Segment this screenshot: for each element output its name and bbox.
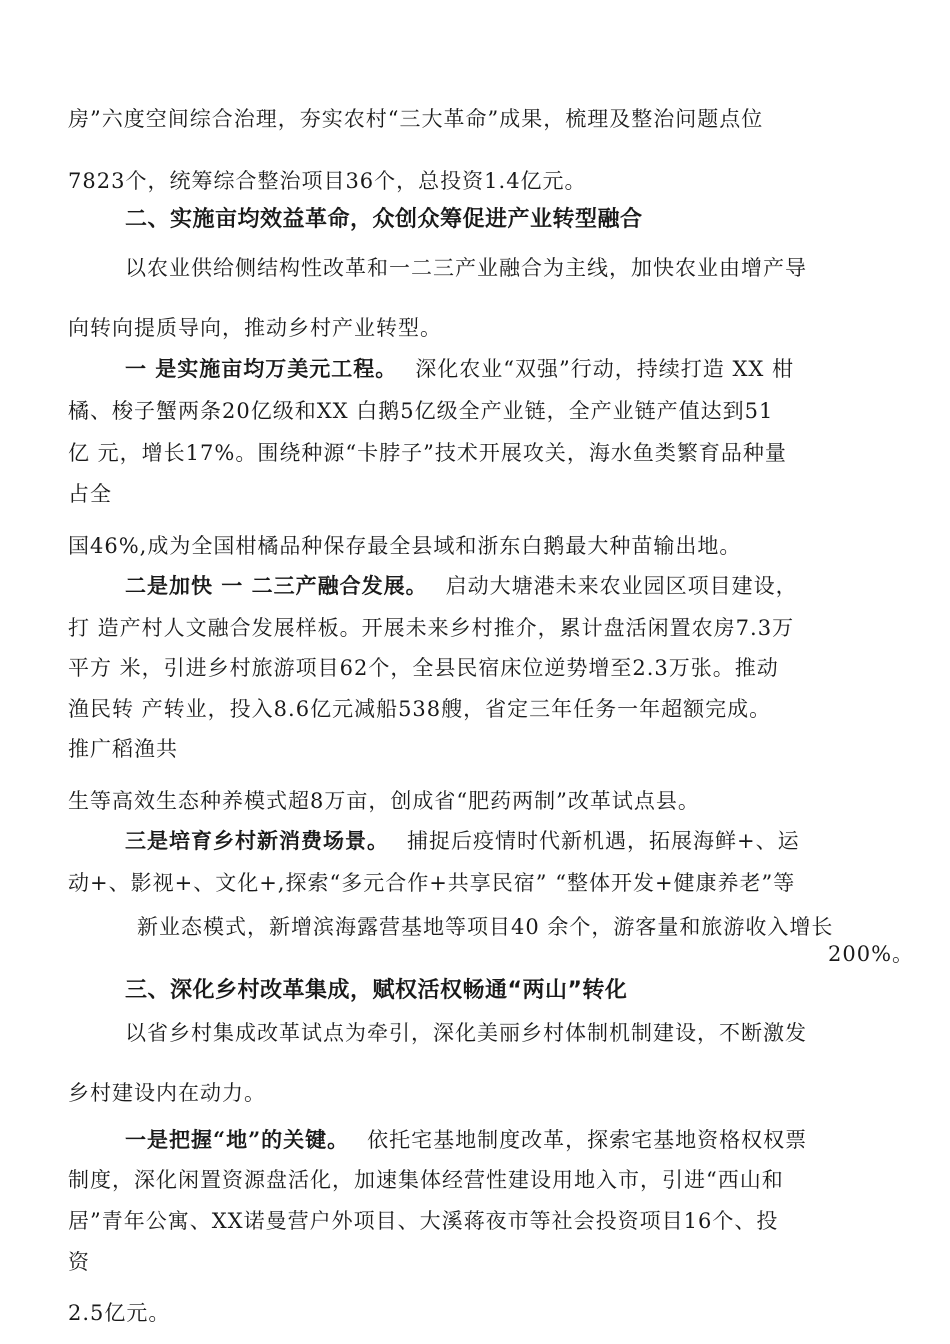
paragraph-line: 资 [68,1250,90,1274]
paragraph-line: 生等高效生态种养模式超8万亩，创成省“肥药两制”改革试点县。 [68,789,700,813]
section-heading: 二、实施亩均效益革命，众创众筹促进产业转型融合 [125,207,643,232]
paragraph-line: 橘、梭子蟹两条20亿级和XX 白鹅5亿级全产业链，全产业链产值达到51 [68,399,774,423]
paragraph-line: 以省乡村集成改革试点为牵引，深化美丽乡村体制机制建设，不断激发 [125,1021,807,1045]
paragraph-text: 启动大塘港未来农业园区项目建设， [445,574,798,598]
paragraph-line: 房”六度空间综合治理，夯实农村“三大革命”成果，梳理及整治问题点位 [68,107,764,131]
paragraph-line: 推广稻渔共 [68,737,178,761]
paragraph-line: 打 造产村人文融合发展样板。开展未来乡村推介，累计盘活闲置农房7.3万 [68,616,795,640]
paragraph-line: 国46%,成为全国柑橘品种保存最全县域和浙东白鹅最大种苗输出地。 [68,534,742,558]
paragraph-line [125,826,800,856]
paragraph-line: 占全 [68,482,112,506]
paragraph-line [125,1125,807,1155]
paragraph-line: 平方 米，引进乡村旅游项目62个，全县民宿床位逆势增至2.3万张。推动 [68,656,779,680]
paragraph-line: 新业态模式，新增滨海露营基地等项目40 余个，游客量和旅游收入增长 [137,915,834,939]
paragraph-text: 依托宅基地制度改革，探索宅基地资格权权票 [367,1128,808,1152]
paragraph-text: 深化农业“双强”行动，持续打造 XX 柑 [415,357,795,381]
paragraph-line: 向转向提质导向，推动乡村产业转型。 [68,316,442,340]
lead-phrase: 三是培育乡村新消费场景。 [125,828,389,853]
paragraph-line [125,354,794,384]
paragraph-line: 动+、影视+、文化+,探索“多元合作+共享民宿” “整体开发+健康养老”等 [68,871,796,895]
paragraph-line: 200%。 [828,942,915,966]
paragraph-line [125,571,798,601]
paragraph-line: 亿 元，增长17%。围绕种源“卡脖子”技术开展攻关，海水鱼类繁育品种量 [68,441,787,465]
paragraph-line: 7823个，统筹综合整治项目36个，总投资1.4亿元。 [68,169,587,193]
paragraph-line: 居”青年公寓、XX诺曼营户外项目、大溪蒋夜市等社会投资项目16个、投 [68,1209,779,1233]
lead-phrase: 二是加快 一 二三产融合发展。 [125,573,428,598]
paragraph-line: 渔民转 产转业，投入8.6亿元减船538艘，省定三年任务一年超额完成。 [68,697,772,721]
section-heading: 三、深化乡村改革集成，赋权活权畅通“两山”转化 [125,978,628,1003]
paragraph-line: 乡村建设内在动力。 [68,1081,266,1105]
paragraph-line: 2.5亿元。 [68,1301,171,1325]
paragraph-text: 捕捉后疫情时代新机遇，拓展海鲜+、运 [407,829,800,853]
lead-phrase: 一 是实施亩均万美元工程。 [125,356,398,381]
lead-phrase: 一是把握“地”的关键。 [125,1127,350,1152]
paragraph-line: 以农业供给侧结构性改革和一二三产业融合为主线，加快农业由增产导 [125,256,807,280]
paragraph-line: 制度，深化闲置资源盘活化，加速集体经营性建设用地入市，引进“西山和 [68,1168,784,1192]
